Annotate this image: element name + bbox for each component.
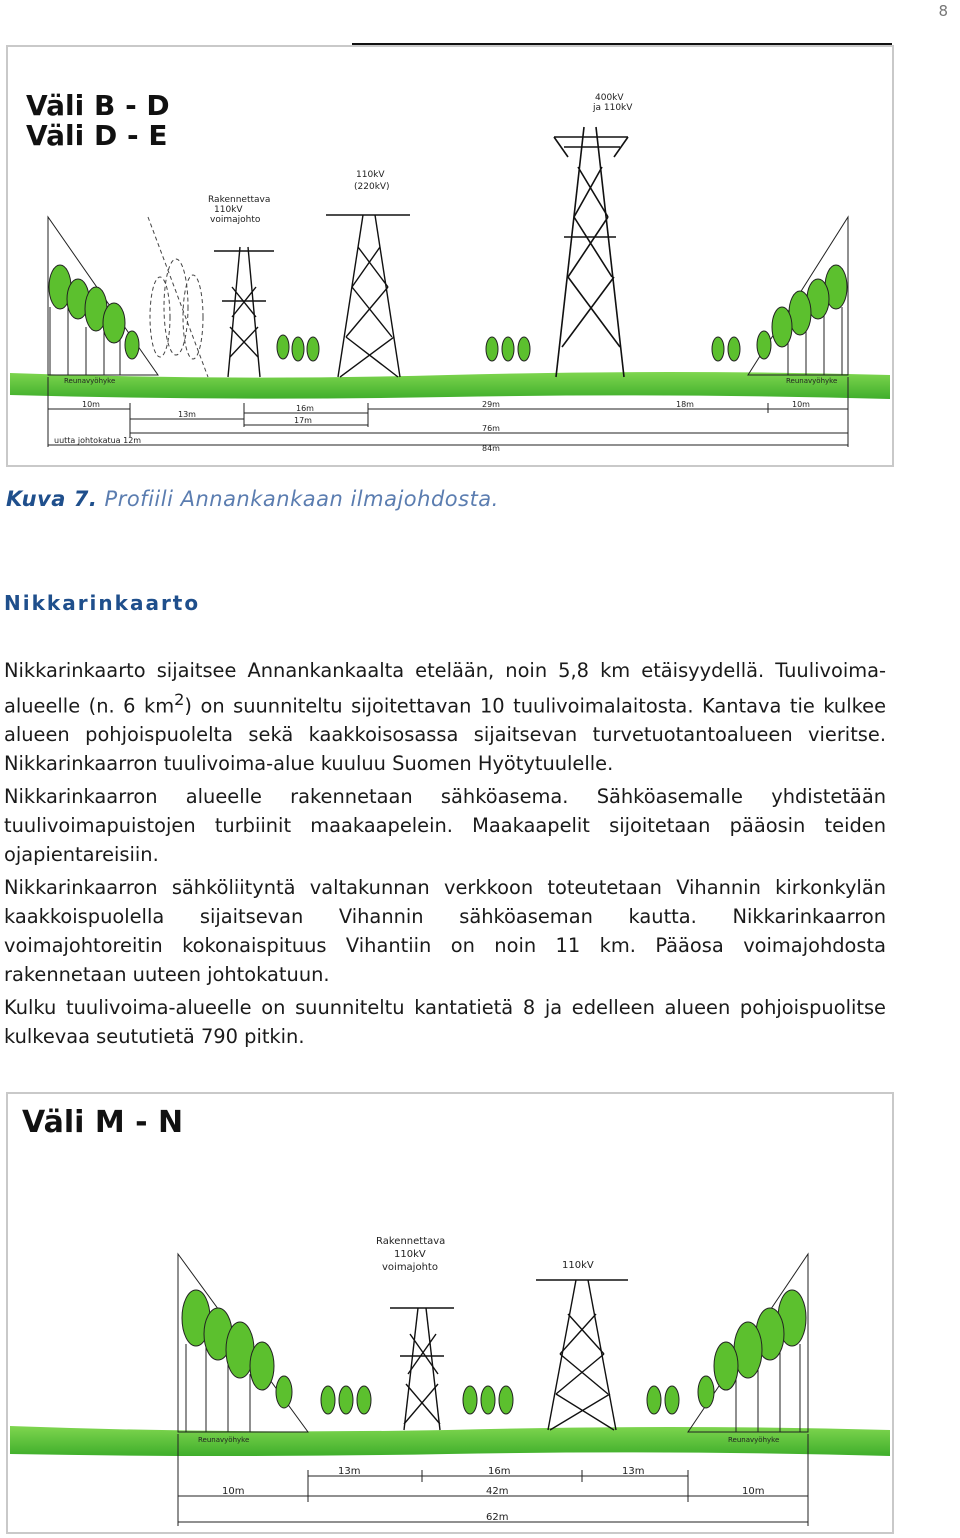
dim-13m: 13m	[178, 410, 196, 419]
power-line-profile-figure-1	[6, 45, 894, 467]
figure1-title-line2: Väli D - E	[26, 119, 168, 152]
dim-29m: 29m	[482, 400, 500, 409]
fig2-dim-13m-b: 13m	[622, 1466, 645, 1477]
figure2-title: Väli M - N	[22, 1105, 184, 1140]
fig2-edge-label-right: Reunavyöhyke	[728, 1436, 780, 1444]
dim-16m: 16m	[296, 404, 314, 413]
fig2-dim-13m: 13m	[338, 1466, 361, 1477]
page-number: 8	[938, 2, 948, 20]
new-110kv-tower	[214, 247, 274, 377]
ground-strip	[10, 372, 890, 399]
label-new-line-3: voimajohto	[210, 215, 261, 225]
fig2-dim-10m-left: 10m	[222, 1486, 245, 1497]
profile-diagram-2	[8, 1094, 892, 1532]
dim-76m: 76m	[482, 424, 500, 433]
left-tree-zone-2	[178, 1254, 308, 1432]
paragraph-1: Nikkarinkaarto sijaitsee Annankankaalta etelään, noin 5,8 km etäisyydellä. Tuulivoima-alueelle (n. 6 $km^2$) on suunniteltu sijoitettavan 10 tuulivoimalaitosta. Kantava tie kulkee alueen pohjoispuolelta sekä kaakkoisosassa sijaitsevan turvetuotantoalueen vieritse. Nikkarinkaarron tuulivoima-alue kuuluu Suomen Hyötytuulelle.	[4, 659, 886, 776]
dim-10m-left: 10m	[82, 400, 100, 409]
label-new-line-2: 110kV	[214, 205, 243, 215]
body-text	[4, 656, 886, 1055]
label-new-line-1: Rakennettava	[208, 195, 271, 205]
400kv-tower	[554, 127, 628, 377]
right-tree-zone	[748, 217, 848, 375]
label-existing-line-1: 110kV	[356, 170, 385, 180]
paragraph-3: Nikkarinkaarron sähköliityntä valtakunnan verkkoon toteutetaan Vihannin kirkonkylän kaakkoispuolella sijaitsevan Vihannin sähköaseman kautta. Nikkarinkaarron voimajohtoreitin kokonaispituus Vihantiin on noin 11 km. Pääosa voimajohdosta rakennetaan uuteen johtokatuun.	[4, 876, 886, 987]
new-110kv-tower-2	[390, 1308, 454, 1430]
dim-10m-right: 10m	[792, 400, 810, 409]
removed-trees	[148, 217, 208, 377]
dim-widening: uutta johtokatua 12m	[54, 436, 142, 445]
corridor-trees-2	[321, 1386, 679, 1414]
edge-zone-label-left: Reunavyöhyke	[64, 377, 116, 385]
fig2-dim-10m-right: 10m	[742, 1486, 765, 1497]
label-big-line-2: ja 110kV	[593, 103, 633, 113]
dim-17m: 17m	[294, 416, 312, 425]
figure-caption	[6, 487, 499, 511]
existing-110kv-tower-2	[536, 1280, 628, 1430]
paragraph-2: Nikkarinkaarron alueelle rakennetaan sähköasema. Sähköasemalle yhdistetään tuulivoimapuistojen turbiinit maakaapelein. Maakaapelit sijoitetaan pääosin teiden ojapientareisiin.	[4, 785, 886, 867]
dim-84m: 84m	[482, 444, 500, 453]
fig2-label-existing-line: 110kV	[562, 1260, 594, 1271]
fig2-label-new-line-3: voimajohto	[382, 1262, 438, 1273]
edge-zone-label-right: Reunavyöhyke	[786, 377, 838, 385]
label-big-line-1: 400kV	[595, 93, 624, 103]
power-line-profile-figure-2	[6, 1092, 894, 1534]
fig2-dim-62m: 62m	[486, 1512, 509, 1523]
left-tree-zone	[48, 217, 158, 375]
fig2-dim-42m: 42m	[486, 1486, 509, 1497]
label-existing-line-2: (220kV)	[354, 182, 390, 192]
caption-text: Profiili Annankankaan ilmajohdosta.	[104, 487, 499, 511]
paragraph-4: Kulku tuulivoima-alueelle on suunniteltu kantatietä 8 ja edelleen alueen pohjoispuolitse kulkevaa seututietä 790 pitkin.	[4, 996, 886, 1049]
section-heading: Nikkarinkaarto	[4, 591, 201, 615]
caption-number: Kuva 7.	[6, 487, 98, 511]
right-tree-zone-2	[688, 1254, 808, 1432]
figure1-title-line1: Väli B - D	[26, 89, 170, 122]
profile-diagram-1	[8, 47, 892, 465]
fig2-label-new-line-2: 110kV	[394, 1249, 426, 1260]
dim-18m: 18m	[676, 400, 694, 409]
corridor-trees	[277, 335, 740, 361]
existing-110kv-tower	[326, 215, 410, 377]
fig2-label-new-line-1: Rakennettava	[376, 1236, 446, 1247]
fig2-edge-label-left: Reunavyöhyke	[198, 1436, 250, 1444]
fig2-dim-16m: 16m	[488, 1466, 511, 1477]
